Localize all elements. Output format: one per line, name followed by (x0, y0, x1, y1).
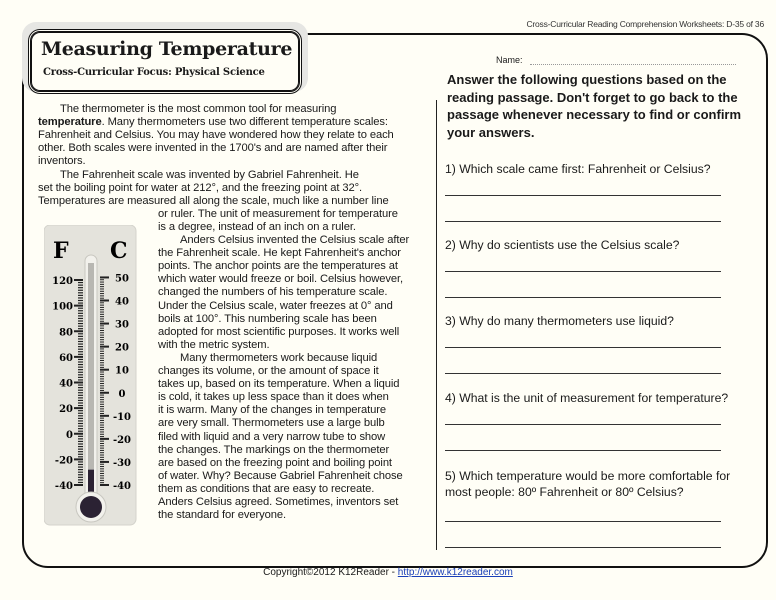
passage-line-text: them as conditions that are easy to recreate. (158, 482, 375, 495)
answer-line[interactable] (445, 347, 721, 348)
passage-line (38, 142, 387, 155)
question-1: 1) Which scale came first: Fahrenheit or Celsius? (445, 162, 711, 176)
passage-line-text: the Fahrenheit scale. He kept Fahrenheit's anchor (158, 247, 401, 260)
passage-line-text: the standard for everyone. (158, 509, 287, 522)
answer-line[interactable] (445, 450, 721, 451)
question-5: 5) Which temperature would be more comfortable for most people: 80º Fahrenheit or 80º Celsius? (445, 469, 731, 499)
passage-line-text: are based on the freezing point and boiling point (158, 456, 392, 469)
passage-line-text: set the boiling point for water at 212°, and the freezing point at 32°. (38, 181, 363, 194)
celsius-tick-label: -10 (112, 411, 132, 423)
passage-line-text: adopted for most scientific purposes. It works well (158, 325, 400, 338)
passage-line (158, 208, 398, 221)
passage-line (158, 339, 269, 352)
passage-line-text: is a degree, instead of an inch on a ruler. (158, 220, 356, 233)
footer (0, 567, 776, 578)
question-3: 3) Why do many thermometers use liquid? (445, 314, 674, 328)
fahrenheit-tick-label: 120 (52, 276, 73, 287)
passage-line (158, 326, 399, 339)
answer-line[interactable] (445, 297, 721, 298)
passage-line-text: the changes. The markings on the thermometer (158, 443, 390, 456)
passage-line-text: other. Both scales were invented in the 1700's and are named after their (38, 142, 388, 155)
passage-line-text: Fahrenheit and Celsius. You may have wondered how they relate to each (38, 129, 394, 142)
passage-line (180, 234, 409, 247)
fahrenheit-tick-label: 40 (59, 378, 73, 390)
celsius-tick-label: -30 (112, 457, 132, 469)
celsius-tick-label: 0 (118, 388, 126, 400)
column-divider (436, 100, 437, 550)
celsius-tick-label: 30 (115, 319, 129, 331)
passage-line (158, 509, 286, 522)
answer-line[interactable] (445, 221, 721, 222)
passage-line (38, 155, 86, 168)
fahrenheit-tick-label: 20 (59, 404, 73, 416)
passage-line-text: boils at 100°. This numbering scale has been (158, 312, 377, 325)
passage-line-text: The thermometer is the most common tool for measuring (60, 103, 337, 115)
passage-line (158, 313, 377, 326)
empty-column (88, 263, 94, 470)
passage-line (158, 273, 403, 286)
copyright-text: Copyright©2012 K12Reader - (263, 567, 398, 578)
liquid-column (88, 470, 94, 495)
passage-line (38, 195, 389, 208)
passage-line (158, 286, 387, 299)
celsius-label: C (110, 238, 128, 264)
passage-line-text: takes up, based on its temperature. When a liquid (158, 378, 400, 391)
bold-term: temperature (38, 116, 102, 129)
passage-line-text: changes its volume, or the amount of space it (158, 365, 379, 377)
answer-line[interactable] (445, 521, 721, 522)
passage-line-text: The Fahrenheit scale was invented by Gabriel Fahrenheit. He (60, 168, 359, 181)
answer-line[interactable] (445, 373, 721, 374)
passage-line-text: with the metric system. (158, 338, 270, 351)
passage-line (158, 391, 389, 404)
answer-line[interactable] (445, 195, 721, 196)
name-field[interactable] (530, 64, 736, 65)
worksheet-header: Cross-Curricular Reading Comprehension Worksheets: D-35 of 36 (526, 19, 764, 29)
bulb-liquid (80, 496, 102, 518)
passage-line (60, 103, 336, 116)
passage-line (38, 129, 394, 142)
passage-line (158, 483, 374, 496)
answer-line[interactable] (445, 547, 721, 548)
passage-line-text: inventors. (38, 155, 86, 168)
title-box (28, 29, 302, 94)
passage-line-text: are very small. Thermometers use a large bulb (158, 417, 385, 430)
fahrenheit-tick-label: 0 (66, 429, 73, 441)
passage-line (38, 116, 388, 129)
passage-line-text: it is warm. Many of the changes in temperature (158, 404, 386, 417)
passage-line-text: which water would freeze or boil. Celsius however, (158, 273, 403, 286)
celsius-tick-label: 40 (115, 296, 129, 308)
fahrenheit-tick-label: 100 (52, 301, 73, 313)
passage-line-text: changed the numbers of his temperature scale. (158, 286, 388, 299)
passage-line (158, 404, 386, 417)
passage-line (158, 444, 389, 457)
passage-line-text: . Many thermometers use two different temperature scales: (101, 116, 388, 129)
page-subtitle: Cross-Curricular Focus: Physical Science (43, 67, 265, 78)
passage-line-text: Anders Celsius invented the Celsius scale after (180, 234, 410, 246)
fahrenheit-tick-label: 80 (59, 327, 73, 339)
passage-line (158, 470, 403, 483)
website-link[interactable]: http://www.k12reader.com (397, 567, 513, 578)
instructions: Answer the following questions based on the reading passage. Don't forget to go back to the passage whenever necessary to find or confirm your answers. (447, 72, 742, 140)
passage-line (158, 496, 398, 509)
passage-line (158, 378, 399, 391)
passage-line (158, 431, 385, 444)
passage-line-text: or ruler. The unit of measurement for temperature (158, 207, 398, 220)
passage-line-text: Temperatures are measured all along the scale, much like a number line (38, 194, 389, 207)
celsius-tick-label: 50 (115, 273, 129, 285)
fahrenheit-tick-label: 60 (59, 352, 73, 364)
fahrenheit-tick-label: -40 (54, 481, 73, 492)
passage-line-text: filed with liquid and a very narrow tube to show (158, 430, 386, 443)
passage-line-text: Many thermometers work because liquid (180, 351, 378, 364)
passage-line-text: Under the Celsius scale, water freezes at 0° and (158, 299, 393, 312)
passage-line (158, 417, 385, 430)
passage-line (158, 260, 398, 273)
passage-line (158, 365, 379, 378)
celsius-tick-label: 20 (115, 342, 129, 354)
celsius-tick-label: 10 (115, 365, 129, 377)
passage-line (38, 182, 362, 195)
passage-line (180, 352, 377, 365)
fahrenheit-tick-label: -20 (54, 455, 73, 467)
thermometer-image (44, 225, 138, 527)
passage-line-text: is cold, it takes up less space than it does when (158, 391, 389, 404)
passage-line (158, 300, 393, 313)
passage-line (158, 221, 356, 234)
answer-line[interactable] (445, 271, 721, 272)
passage-line-text: Anders Celsius agreed. Sometimes, inventors set (158, 496, 399, 508)
passage-line (158, 457, 392, 470)
celsius-tick-label: -20 (112, 434, 132, 446)
fahrenheit-label: F (53, 238, 69, 264)
passage-line-text: points. The anchor points are the temperatures at (158, 260, 398, 273)
passage-line (60, 169, 359, 182)
passage-line-text: of water. Why? Because Gabriel Fahrenheit chose (158, 469, 403, 482)
name-label: Name: (496, 55, 523, 65)
question-2: 2) Why do scientists use the Celsius scale? (445, 238, 680, 252)
page-title: Measuring Temperature (41, 38, 293, 60)
question-4: 4) What is the unit of measurement for temperature? (445, 391, 729, 405)
celsius-tick-label: -40 (112, 481, 132, 492)
passage-line (158, 247, 401, 260)
answer-line[interactable] (445, 424, 721, 425)
